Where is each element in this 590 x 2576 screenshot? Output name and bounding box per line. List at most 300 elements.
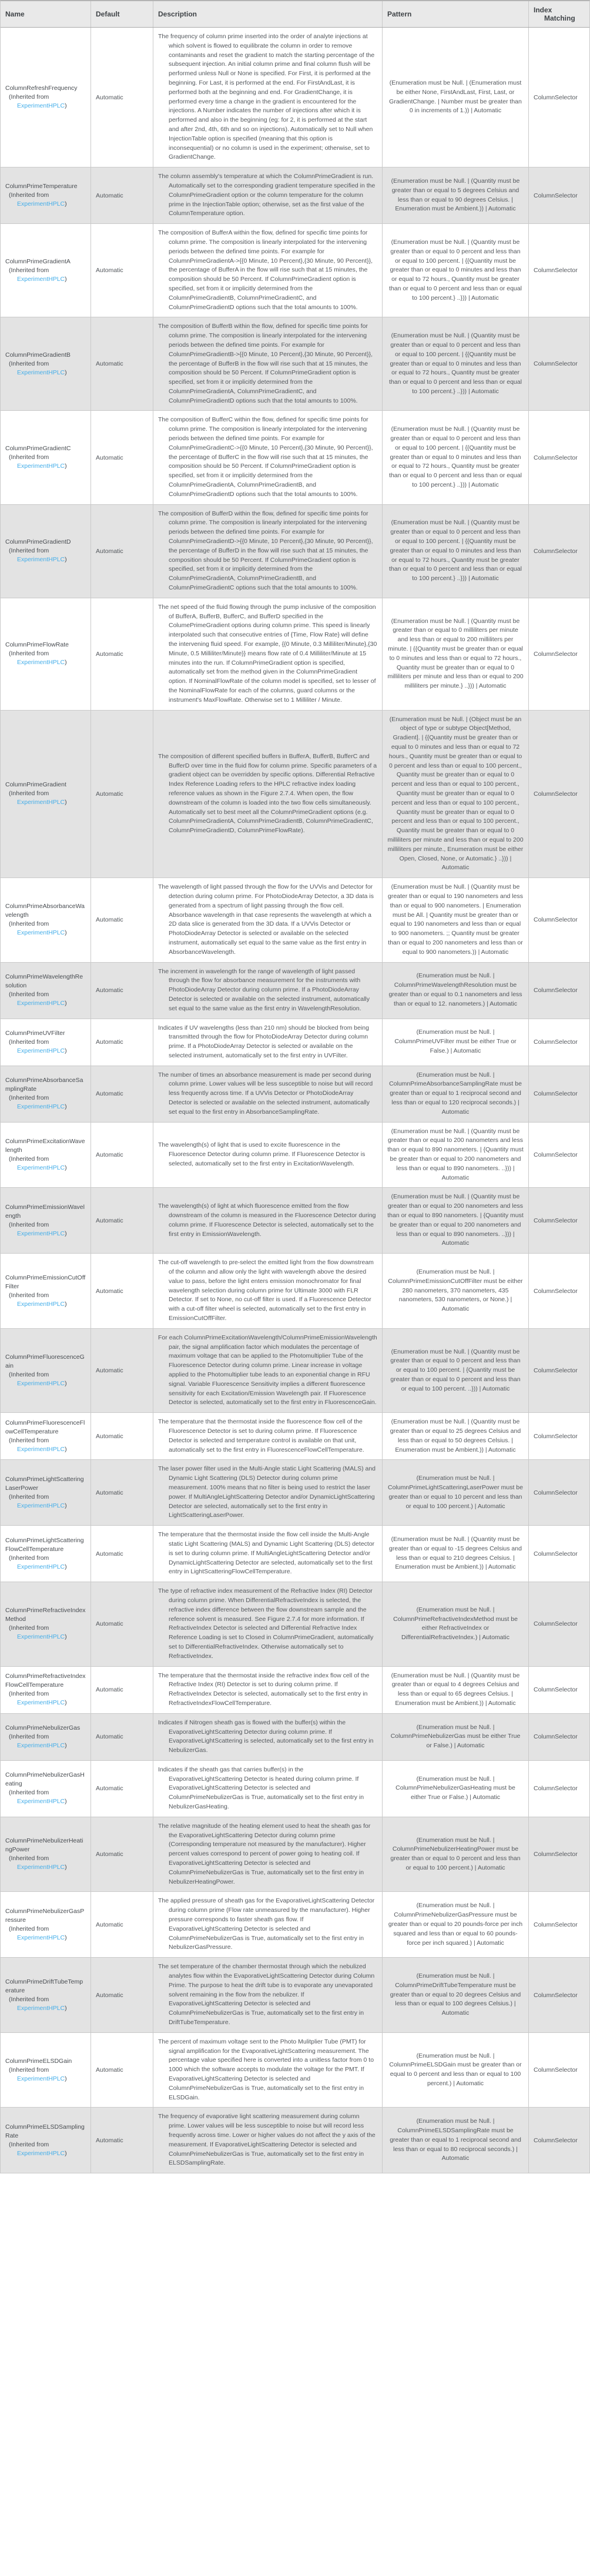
index-matching-cell bbox=[529, 28, 589, 167]
name-cell bbox=[1, 711, 91, 878]
default-cell bbox=[91, 1667, 153, 1713]
table-row bbox=[1, 168, 589, 224]
pattern-text: (Enumeration must be Null. | ColumnPrimeNebulizerHeatingPower must be greater than or equal to 0 percent and less than or equal to 100 percent.) | Automatic bbox=[390, 1836, 521, 1871]
name-cell bbox=[1, 224, 91, 317]
inherited-from: (Inherited from ExperimentHPLC) bbox=[9, 1925, 67, 1941]
inherited-from: (Inherited from ExperimentHPLC) bbox=[9, 1554, 67, 1570]
default-cell bbox=[91, 1526, 153, 1582]
pattern-cell bbox=[383, 1460, 529, 1525]
index-matching-value: ColumnSelector bbox=[534, 1287, 578, 1295]
description-text: The percent of maximum voltage sent to the Photo Mulitplier Tube (PMT) for signal amplification for the EvaporativeLightScattering measurement. The percentage value specified here is converted into a unitless factor from 0 to 1000 which the software accepts to modulate the voltage for the PMT. If EvaporativeLightScattering Detector is selected and ColumnPrimeNebulizerGas is True, automatically set to the first entry in ELSDGain. bbox=[158, 2038, 374, 2101]
description-text: The laser power filter used in the Multi-Angle static Light Scattering (MALS) and Dynamic Light Scattering (DLS) Detector during column prime measurement. 100% means that no filter is being used to restrict the laser power. If MultiAngleLightScattering Detector and/or DynamicLightScattering Detector are selected, automatically set to the first entry in LightScatteringLaserPower. bbox=[158, 1465, 376, 1519]
inherited-link[interactable]: ExperimentHPLC bbox=[17, 1864, 65, 1871]
index-matching-value: ColumnSelector bbox=[534, 2066, 578, 2074]
name-cell bbox=[1, 1019, 91, 1066]
pattern-text: (Enumeration must be Null. | ColumnPrimeLightScatteringLaserPower must be greater than or equal to 10 percent and less than or equal to 100 percent.) | Automatic bbox=[388, 1475, 523, 1510]
header-description: Description bbox=[153, 1, 383, 27]
table-row bbox=[1, 1714, 589, 1761]
name-cell bbox=[1, 1582, 91, 1666]
default-value: Automatic bbox=[96, 192, 123, 199]
table-row bbox=[1, 28, 589, 168]
option-name: ColumnPrimeExcitationWavelength bbox=[5, 1138, 85, 1154]
index-matching-value: ColumnSelector bbox=[534, 987, 578, 994]
index-matching-value: ColumnSelector bbox=[534, 1151, 578, 1159]
index-matching-value: ColumnSelector bbox=[534, 1217, 578, 1224]
table-row bbox=[1, 1892, 589, 1958]
name-cell bbox=[1, 1254, 91, 1328]
pattern-text: (Enumeration must be Null. | (Quantity must be greater than or equal to 5 degrees Celsius and less than or equal to 90 degrees Celsius. | Enumeration must be Ambient.)) | Automatic bbox=[391, 177, 520, 213]
index-matching-value: ColumnSelector bbox=[534, 1039, 578, 1046]
pattern-text: (Enumeration must be Null. | (Quantity must be greater than or equal to 0 percent and less than or equal to 100 percent. | {{Quantity must be greater than or equal to 0 minutes and less than or equal to 72 hours., Quantity must be greater than or equal to 0 percent and less than or equal to 100 percent.} ..})) | Automatic bbox=[389, 519, 522, 582]
name-cell bbox=[1, 878, 91, 962]
description-cell bbox=[153, 317, 383, 410]
description-text: The type of refractive index measurement of the Refractive Index (RI) Detector during column prime. When DifferentialRefractiveIndex is selected, the refractive index difference between the flow downstream sample and the reference solvent is measured. See Figure 2.7.4 for more information. If RefractiveIndex Detector is selected and Differential Refractive Index Reference Loading is set to Closed in ColumnPrimeGradient, automatically set to DifferentialRefractiveIndex. Otherwise automatically set to RefractiveIndex. bbox=[158, 1587, 374, 1660]
inherited-from: (Inherited from ExperimentHPLC) bbox=[9, 360, 67, 376]
default-cell bbox=[91, 1582, 153, 1666]
table-row bbox=[1, 1254, 589, 1329]
description-text: The composition of BufferC within the flow, defined for specific time points for column prime. The composition is linearly interpolated for the intervening periods between the defined time points. For example for ColumnPrimeGradientC->{{0 Minute, 10 Percent},{30 Minute, 90 Percent}}, the percentage of BufferC in the flow will rise such that at 15 minutes, the composition should be 50 Percent. If ColumnPrimeGradient option is specified, set from it or implicitly determined from the ColumnPrimeGradientA, ColumnPrimeGradientB, and ColumnPrimeGradientD options such that the total amounts to 100%. bbox=[158, 416, 373, 498]
name-cell bbox=[1, 1123, 91, 1188]
default-value: Automatic bbox=[96, 1287, 123, 1295]
default-cell bbox=[91, 711, 153, 878]
index-matching-cell bbox=[529, 1526, 589, 1582]
inherited-link[interactable]: ExperimentHPLC bbox=[17, 200, 65, 208]
pattern-cell bbox=[383, 1958, 529, 2032]
description-text: The net speed of the fluid flowing through the pump inclusive of the composition of BufferA, BufferB, BufferC, and BufferD specified in the ColumePrimeGradient options during column prime. This speed is linearly interpolated such that consecutive entries of {Time, Flow Rate} will define the intervening fluid speed. For example, {{0 Minute, 0.3 Milliliter/Minute},{30 Minute, 0.5 Milliliter/Minute}} means flow rate of 0.4 Milliliter/Minute at 15 minutes into the run. If ColumnPrimeGradient option is specified, automatically set from the method given in the ColumnPrimeGradient option. If NominalFlowRate of the column model is specified, set to lesser of the NominalFlowRate for each of the columns, guard columns or the instrument's MaxFlowRate. Otherwise set to 1 Milliliter / Minute. bbox=[158, 603, 377, 704]
inherited-link[interactable]: ExperimentHPLC bbox=[17, 2075, 65, 2082]
description-text: The composition of different specified buffers in BufferA, BufferB, BufferC and BufferD over time in the fluid flow for column prime. Specific parameters of a gradient object can be overridden by specific options. Differential Refractive Index Reference Loading refers to the HPLC refractive index loading reference values as shown in the Figure 2.7.4. When open, the flow downstream of the column is loaded into the two flow cells simultaneously. Automatically set to best meet all the ColumnPrimeGradient options (e.g. ColumnPrimeGradientA, ColumnPrimeGradientB, ColumnPrimeGradientC, ColumnPrimeGradientD, ColumnPrimeFlowRate). bbox=[158, 752, 377, 835]
option-name: ColumnPrimeLightScatteringFlowCellTemperature bbox=[5, 1536, 84, 1553]
pattern-cell bbox=[383, 1817, 529, 1892]
pattern-text: (Enumeration must be Null. | ColumnPrimeRefractiveIndexMethod must be either RefractiveIndex or DifferentialRefractiveIndex.) | Automatic bbox=[393, 1606, 518, 1642]
default-value: Automatic bbox=[96, 1217, 123, 1224]
pattern-text: (Enumeration must be Null. | (Quantity must be greater than or equal to 0 percent and less than or equal to 100 percent. | {{Quantity must be greater than or equal to 0 minutes and less than or equal to 72 hours., Quantity must be greater than or equal to 0 percent and less than or equal to 100 percent.} ..})) | Automatic bbox=[389, 426, 522, 489]
description-text: The number of times an absorbance measurement is made per second during column prime. Lower values will be less susceptible to noise but will record less frequently across time. If a UVVis Detector or PhotoDiodeArray Detector is selected or available on the selected instrument, automatically set equal to the first entry in AbsorbanceSamplingRate. bbox=[158, 1071, 373, 1116]
name-cell bbox=[1, 505, 91, 598]
index-matching-cell bbox=[529, 1958, 589, 2032]
index-matching-cell bbox=[529, 711, 589, 878]
default-cell bbox=[91, 1329, 153, 1412]
default-value: Automatic bbox=[96, 2066, 123, 2074]
pattern-cell bbox=[383, 963, 529, 1019]
pattern-text: (Enumeration must be Null. | ColumnPrimeWavelengthResolution must be greater than or equal to 0.1 nanometers and less than or equal to 12. nanometers.) | Automatic bbox=[388, 972, 522, 1007]
pattern-cell bbox=[383, 1123, 529, 1188]
option-name: ColumnPrimeFluorescenceFlowCellTemperature bbox=[5, 1419, 85, 1435]
inherited-link[interactable]: ExperimentHPLC bbox=[17, 463, 65, 470]
pattern-cell bbox=[383, 2108, 529, 2173]
inherited-link[interactable]: ExperimentHPLC bbox=[17, 799, 65, 806]
header-pattern: Pattern bbox=[383, 1, 529, 27]
name-cell bbox=[1, 1761, 91, 1817]
option-name: ColumnPrimeAbsorbanceSamplingRate bbox=[5, 1077, 83, 1093]
description-text: The composition of BufferB within the flow, defined for specific time points for column prime. The composition is linearly interpolated for the intervening periods between the defined time points. For example for ColumnPrimeGradientB->{{0 Minute, 10 Percent},{30 Minute, 90 Percent}}, the percentage of BufferB in the flow will rise such that at 15 minutes, the composition should be 50 Percent. If ColumnPrimeGradient option is specified, set from it or implicitly determined from the ColumnPrimeGradientA, ColumnPrimeGradientC, and ColumnPrimeGradientD options such that the total amounts to 100%. bbox=[158, 323, 373, 404]
table-row bbox=[1, 711, 589, 879]
index-matching-value: ColumnSelector bbox=[534, 192, 578, 199]
inherited-link[interactable]: ExperimentHPLC bbox=[17, 1380, 65, 1387]
index-matching-cell bbox=[529, 1413, 589, 1459]
pattern-cell bbox=[383, 28, 529, 167]
default-cell bbox=[91, 963, 153, 1019]
index-matching-cell bbox=[529, 1667, 589, 1713]
pattern-cell bbox=[383, 1019, 529, 1066]
default-cell bbox=[91, 1892, 153, 1957]
name-cell bbox=[1, 317, 91, 410]
inherited-link[interactable]: ExperimentHPLC bbox=[17, 1000, 65, 1007]
index-matching-cell bbox=[529, 1188, 589, 1253]
description-text: The temperature that the thermostat inside the fluorescence flow cell of the Fluorescence Detector is set to during column prime. If Fluorescence Detector is selected and temperature control is available on that unit, automatically set to the first entry in FluorescenceFlowCellTemperature. bbox=[158, 1418, 364, 1453]
default-cell bbox=[91, 317, 153, 410]
default-value: Automatic bbox=[96, 454, 123, 461]
table-row bbox=[1, 1958, 589, 2033]
name-cell bbox=[1, 1714, 91, 1760]
table-row bbox=[1, 1460, 589, 1526]
default-value: Automatic bbox=[96, 916, 123, 924]
description-text: The frequency of evaporative light scattering measurement during column prime. Lower values will be less susceptible to noise but will record less frequently across time. Lower or higher values do not affect the y axis of the measurement. If EvaporativeLightScattering Detector is selected and ColumnPrimeNebulizerGas is True, automatically set to the first entry in ELSDSamplingRate. bbox=[158, 2113, 376, 2167]
index-matching-cell bbox=[529, 168, 589, 223]
index-matching-value: ColumnSelector bbox=[534, 790, 578, 798]
name-cell bbox=[1, 168, 91, 223]
description-cell bbox=[153, 411, 383, 504]
default-cell bbox=[91, 1123, 153, 1188]
inherited-link[interactable]: ExperimentHPLC bbox=[17, 102, 65, 110]
index-matching-cell bbox=[529, 1892, 589, 1957]
default-value: Automatic bbox=[96, 1550, 123, 1557]
option-name: ColumnPrimeNebulizerGas bbox=[5, 1724, 81, 1731]
option-name: ColumnPrimeGradientA bbox=[5, 257, 71, 265]
index-matching-cell bbox=[529, 1817, 589, 1892]
pattern-text: (Enumeration must be Null. | ColumnPrimeDriftTubeTemperature must be greater than or equal to 20 degrees Celsius and less than or equal to 100 degrees Celsius.) | Automatic bbox=[390, 1972, 521, 2017]
table-row bbox=[1, 1329, 589, 1413]
default-value: Automatic bbox=[96, 360, 123, 368]
default-cell bbox=[91, 224, 153, 317]
pattern-cell bbox=[383, 1188, 529, 1253]
pattern-text: (Enumeration must be Null. | (Quantity must be greater than or equal to 200 nanometers and less than or equal to 890 nanometers. | {Quantity must be greater than or equal to 200 nanometers and less than or equal to 890 nanometers. ..})) | Automatic bbox=[387, 1127, 524, 1181]
table-row bbox=[1, 598, 589, 711]
pattern-cell bbox=[383, 1714, 529, 1760]
inherited-from: (Inherited from ExperimentHPLC) bbox=[9, 1291, 67, 1308]
description-text: The relative magnitude of the heating element used to heat the sheath gas for the EvaporativeLightScattering Detector during column prime (Corresponding temperature not measured by the manufacturer). Higher percent values correspond to percent of power going to heating coil. If EvaporativeLightScattering Detector is selected and ColumnPrimeNebulizerGas is True, automatically set to the first entry in NebulizerHeatingPower. bbox=[158, 1822, 371, 1885]
table-row bbox=[1, 505, 589, 598]
default-cell bbox=[91, 2108, 153, 2173]
default-cell bbox=[91, 411, 153, 504]
index-matching-cell bbox=[529, 317, 589, 410]
inherited-link[interactable]: ExperimentHPLC bbox=[17, 659, 65, 666]
pattern-cell bbox=[383, 1667, 529, 1713]
name-cell bbox=[1, 1892, 91, 1957]
description-cell bbox=[153, 1582, 383, 1666]
table-row bbox=[1, 878, 589, 962]
default-value: Automatic bbox=[96, 1367, 123, 1374]
inherited-link[interactable]: ExperimentHPLC bbox=[17, 1563, 65, 1570]
description-text: The frequency of column prime inserted into the order of analyte injections at which solvent is flowed to equilibrate the column in order to remove contaminants and reset the gradient to match the starting percentage of the subsequent injection. An initial column prime and final column flush will be performed unless Null or None is specified. For First, it is performed at the beginning. For Last, it is performed at the end. For FirstAndLast, it is performed both at the beginning and end. For GradientChange, it is performed every time a change in the gradient is encountered for the injections. A Number indicates the number of injections after which it is performed and also in the beginning (eg: for 2, it is performed at the start and after 2nd, 4th, 6th and so on injections). Automatically set to Null when InjectionTable option is specified (meaning that this option is inconsequential) or no column is used in the experiment; otherwise, set to GradientChange. bbox=[158, 33, 375, 161]
description-text: The composition of BufferD within the flow, defined for specific time points for column prime. The composition is linearly interpolated for the intervening periods between the defined time points. For example for ColumnPrimeGradientD->{{0 Minute, 10 Percent},{30 Minute, 90 Percent}}, the percentage of BufferD in the flow will rise such that at 15 minutes, the composition should be 50 Percent. If ColumnPrimeGradient option is specified, set from it or implicitly determined from the ColumnPrimeGradientA, ColumnPrimeGradientB, and ColumnPrimeGradientC options such that the total amounts to 100%. bbox=[158, 510, 373, 592]
pattern-cell bbox=[383, 411, 529, 504]
inherited-from: (Inherited from ExperimentHPLC) bbox=[9, 1371, 67, 1387]
inherited-from: (Inherited from ExperimentHPLC) bbox=[9, 920, 67, 937]
index-matching-cell bbox=[529, 878, 589, 962]
description-text: The temperature that the thermostat inside the refractive index flow cell of the Refractive Index (RI) Detector is set to during column prime. If RefractiveIndex Detector is selected, automatically set to the first entry in RefractiveIndexFlowCellTemperature. bbox=[158, 1671, 370, 1707]
index-matching-cell bbox=[529, 1019, 589, 1066]
index-matching-value: ColumnSelector bbox=[534, 547, 578, 555]
default-value: Automatic bbox=[96, 1991, 123, 1999]
inherited-link[interactable]: ExperimentHPLC bbox=[17, 929, 65, 937]
name-cell bbox=[1, 1329, 91, 1412]
inherited-from: (Inherited from ExperimentHPLC) bbox=[9, 1493, 67, 1509]
index-matching-cell bbox=[529, 1123, 589, 1188]
pattern-cell bbox=[383, 505, 529, 598]
pattern-text: (Enumeration must be Null. | (Quantity must be greater than or equal to -15 degrees Celsius and less than or equal to 210 degrees Celsius. | Enumeration must be Ambient.)) | Automatic bbox=[389, 1536, 522, 1571]
option-name: ColumnPrimeLightScatteringLaserPower bbox=[5, 1475, 84, 1492]
description-text: The applied pressure of sheath gas for the EvaporativeLightScattering Detector during column prime (Flow rate unmeasured by the manufacturer). Higher pressure corresponds to faster sheath gas flow. If EvaporativeLightScattering Detector is selected and ColumnPrimeNebulizerGas is True, automatically set to the first entry in NebulizerGasPressure. bbox=[158, 1897, 375, 1951]
default-value: Automatic bbox=[96, 1686, 123, 1694]
inherited-link[interactable]: ExperimentHPLC bbox=[17, 2149, 65, 2157]
index-matching-cell bbox=[529, 1329, 589, 1412]
default-value: Automatic bbox=[96, 267, 123, 274]
pattern-text: (Enumeration must be Null. | (Quantity must be greater than or equal to 4 degrees Celsius and less than or equal to 65 degrees Celsius. | Enumeration must be Ambient.)) | Automatic bbox=[391, 1671, 520, 1707]
inherited-link[interactable]: ExperimentHPLC bbox=[17, 1230, 65, 1237]
index-matching-value: ColumnSelector bbox=[534, 1367, 578, 1374]
description-cell bbox=[153, 598, 383, 710]
table-row bbox=[1, 1761, 589, 1817]
pattern-text: (Enumeration must be Null. | ColumnPrimeNebulizerGasHeating must be either True or False.) | Automatic bbox=[395, 1775, 515, 1801]
index-matching-value: ColumnSelector bbox=[534, 1620, 578, 1628]
description-cell bbox=[153, 1817, 383, 1892]
index-matching-value: ColumnSelector bbox=[534, 1921, 578, 1928]
table-row bbox=[1, 1066, 589, 1123]
header-default: Default bbox=[91, 1, 153, 27]
name-cell bbox=[1, 1526, 91, 1582]
inherited-link[interactable]: ExperimentHPLC bbox=[17, 1445, 65, 1453]
inherited-from: (Inherited from ExperimentHPLC) bbox=[9, 1855, 67, 1871]
default-value: Automatic bbox=[96, 93, 123, 101]
pattern-text: (Enumeration must be Null. | (Quantity must be greater than or equal to 0 milliliters per minute and less than or equal to 200 milliliters per minute. | {{Quantity must be greater than or equal to 0 minutes and less than or equal to 72 hours., Quantity must be greater than or equal to 0 milliliters per minute and less than or equal to 200 milliliters per minute.} ..})) | Automatic bbox=[387, 617, 524, 690]
index-matching-value: ColumnSelector bbox=[534, 1090, 578, 1098]
index-matching-value: ColumnSelector bbox=[534, 1785, 578, 1793]
pattern-text: (Enumeration must be Null. | (Enumeration must be either None, FirstAndLast, First, Last, or GradientChange. | Number must be greater than 0 in increments of 1.)) | Automatic bbox=[389, 79, 522, 115]
default-value: Automatic bbox=[96, 1090, 123, 1098]
pattern-cell bbox=[383, 878, 529, 962]
pattern-text: (Enumeration must be Null. | (Quantity must be greater than or equal to 25 degrees Celsius and less than or equal to 50 degrees Celsius. | Enumeration must be Ambient.)) | Automatic bbox=[390, 1418, 521, 1453]
description-cell bbox=[153, 963, 383, 1019]
default-cell bbox=[91, 1761, 153, 1817]
table-row bbox=[1, 2108, 589, 2173]
description-text: The wavelength of light passed through the flow for the UVVis and Detector for detection during column prime. For PhotoDiodeArray Detector, a 3D data is generated from a spectrum of light passing through the flow cell. Absorbance wavelength in that case represents the wavelength at which a 2D data slice is generated from the 3D data. If a UVVis Detector or PhotoDiodeArray Detector is selected or available on the selected instrument, automatically set equal to the same value as the first entry in AbsorbanceWavelength. bbox=[158, 883, 374, 956]
default-cell bbox=[91, 505, 153, 598]
table-row bbox=[1, 1582, 589, 1666]
description-cell bbox=[153, 1892, 383, 1957]
default-value: Automatic bbox=[96, 650, 123, 658]
table-header-row bbox=[1, 1, 589, 28]
inherited-from: (Inherited from ExperimentHPLC) bbox=[9, 1789, 67, 1805]
inherited-link[interactable]: ExperimentHPLC bbox=[17, 1047, 65, 1054]
inherited-from: (Inherited from ExperimentHPLC) bbox=[9, 266, 67, 283]
name-cell bbox=[1, 963, 91, 1019]
default-value: Automatic bbox=[96, 1432, 123, 1440]
description-cell bbox=[153, 224, 383, 317]
pattern-text: (Enumeration must be Null. | (Quantity must be greater than or equal to 190 nanometers and less than or equal to 900 nanometers. | Enumeration must be All. | Quantity must be greater than or equal to 190 nanometers and less than or equal to 900 nanometers. ;; Quantity must be greater than or equal to 200 nanometers and less than or equal to 900 nanometers.)) | Automatic bbox=[388, 883, 523, 956]
inherited-link[interactable]: ExperimentHPLC bbox=[17, 1103, 65, 1111]
inherited-link[interactable]: ExperimentHPLC bbox=[17, 1300, 65, 1308]
inherited-from: (Inherited from ExperimentHPLC) bbox=[9, 650, 67, 666]
description-cell bbox=[153, 1460, 383, 1525]
option-name: ColumnPrimeFluorescenceGain bbox=[5, 1354, 85, 1369]
pattern-text: (Enumeration must be Null. | ColumnPrimeELSDSamplingRate must be greater than or equal to 1 reciprocal second and less than or equal to 80 reciprocal seconds.) | Automatic bbox=[390, 2118, 521, 2162]
inherited-link[interactable]: ExperimentHPLC bbox=[17, 556, 65, 564]
default-value: Automatic bbox=[96, 1151, 123, 1159]
default-cell bbox=[91, 1066, 153, 1122]
table-row bbox=[1, 1667, 589, 1714]
pattern-text: (Enumeration must be Null. | ColumnPrimeUVFilter must be either True or False.) | Automatic bbox=[394, 1029, 517, 1054]
description-text: The increment in wavelength for the range of wavelength of light passed through the flow for absorbance measurement for the instruments with PhotoDiodeArray Detector during column prime. If a PhotoDiodeArray Detector is selected or available on the selected instrument, automatically set equal to the same value as the first entry in WavelengthResolution. bbox=[158, 967, 370, 1012]
pattern-text: (Enumeration must be Null. | ColumnPrimeAbsorbanceSamplingRate must be greater than or equal to 1 reciprocal second and less than or equal to 120 reciprocal seconds.) | Automatic bbox=[389, 1071, 522, 1116]
default-cell bbox=[91, 1460, 153, 1525]
option-name: ColumnPrimeDriftTubeTemperature bbox=[5, 1978, 83, 1994]
description-text: The wavelength(s) of light at which fluorescence emitted from the flow downstream of the column is measured in the Fluorescence Detector during column prime. If Fluorescence Detector is selected, automatically set to the first entry in EmissionWavelength. bbox=[158, 1202, 376, 1238]
inherited-link[interactable]: ExperimentHPLC bbox=[17, 1699, 65, 1707]
description-text: The set temperature of the chamber thermostat through which the nebulized analytes flow within the EvaporativeLightScattering Detector during Column Prime. The purpose to heat the drift tube is to evaporate any unevaporated solvent remaining in the flow from the nebulizer. If EvaporativeLightScattering Detector is selected and ColumnPrimeNebulizerGas is True, automatically set to the first entry in DriftTubeTemperature. bbox=[158, 1963, 375, 2026]
inherited-from: (Inherited from ExperimentHPLC) bbox=[9, 1038, 67, 1054]
description-cell bbox=[153, 1254, 383, 1328]
inherited-link[interactable]: ExperimentHPLC bbox=[17, 1798, 65, 1805]
pattern-cell bbox=[383, 1413, 529, 1459]
description-cell bbox=[153, 878, 383, 962]
index-matching-value: ColumnSelector bbox=[534, 1432, 578, 1440]
option-name: ColumnPrimeEmissionCutOffFilter bbox=[5, 1274, 86, 1290]
option-name: ColumnPrimeNebulizerGasHeating bbox=[5, 1771, 85, 1788]
table-row bbox=[1, 224, 589, 317]
description-text: Indicates if Nitrogen sheath gas is flowed with the buffer(s) within the EvaporativeLightScattering Detector during column prime. If EvaporativeLightScattering is selected, automatically set to the first entry in NebulizerGas. bbox=[158, 1719, 374, 1754]
option-name: ColumnPrimeGradient bbox=[5, 781, 66, 789]
index-matching-cell bbox=[529, 1761, 589, 1817]
description-text: Indicates if UV wavelengths (less than 210 nm) should be blocked from being transmitted through the flow for PhotoDiodeArray Detector during column prime. If a PhotoDiodeArray Detector is selected or available on the selected instrument, automatically set to the first entry in UVFilter. bbox=[158, 1024, 369, 1059]
inherited-link[interactable]: ExperimentHPLC bbox=[17, 1633, 65, 1641]
index-matching-value: ColumnSelector bbox=[534, 267, 578, 274]
table-row bbox=[1, 2033, 589, 2108]
index-matching-value: ColumnSelector bbox=[534, 1851, 578, 1858]
name-cell bbox=[1, 1413, 91, 1459]
inherited-link[interactable]: ExperimentHPLC bbox=[17, 1502, 65, 1509]
description-cell bbox=[153, 1123, 383, 1188]
description-cell bbox=[153, 505, 383, 598]
pattern-text: (Enumeration must be Null. | (Quantity must be greater than or equal to 0 percent and less than or equal to 100 percent. | {Quantity must be greater than or equal to 0 percent and less than or equal to 100 percent. ..})) | Automatic bbox=[390, 1348, 521, 1392]
default-value: Automatic bbox=[96, 1489, 123, 1496]
description-text: The wavelength(s) of light that is used to excite fluorescence in the Fluorescence Detector during column prime. If Fluorescence Detector is selected, automatically set to the first entry in ExcitationWavelength. bbox=[158, 1141, 366, 1167]
index-matching-value: ColumnSelector bbox=[534, 916, 578, 924]
inherited-link[interactable]: ExperimentHPLC bbox=[17, 1164, 65, 1172]
inherited-from: (Inherited from ExperimentHPLC) bbox=[9, 1155, 67, 1172]
index-matching-cell bbox=[529, 2108, 589, 2173]
index-matching-value: ColumnSelector bbox=[534, 454, 578, 461]
description-cell bbox=[153, 1066, 383, 1122]
default-value: Automatic bbox=[96, 1921, 123, 1928]
pattern-text: (Enumeration must be Null. | (Quantity must be greater than or equal to 0 percent and less than or equal to 100 percent. | {{Quantity must be greater than or equal to 0 minutes and less than or equal to 72 hours., Quantity must be greater than or equal to 0 percent and less than or equal to 100 percent.} ..})) | Automatic bbox=[389, 332, 522, 395]
default-value: Automatic bbox=[96, 547, 123, 555]
table-row bbox=[1, 1123, 589, 1188]
option-name: ColumnPrimeFlowRate bbox=[5, 641, 69, 649]
pattern-cell bbox=[383, 1761, 529, 1817]
inherited-from: (Inherited from ExperimentHPLC) bbox=[9, 991, 67, 1007]
default-value: Automatic bbox=[96, 1785, 123, 1793]
default-cell bbox=[91, 168, 153, 223]
index-matching-cell bbox=[529, 1714, 589, 1760]
inherited-link[interactable]: ExperimentHPLC bbox=[17, 2004, 65, 2012]
inherited-from: (Inherited from ExperimentHPLC) bbox=[9, 790, 67, 806]
description-cell bbox=[153, 1761, 383, 1817]
table-row bbox=[1, 1526, 589, 1582]
description-cell bbox=[153, 1667, 383, 1713]
option-name: ColumnPrimeWavelengthResolution bbox=[5, 973, 83, 989]
inherited-link[interactable]: ExperimentHPLC bbox=[17, 1741, 65, 1749]
pattern-text: (Enumeration must be Null. | ColumnPrimeNebulizerGasPressure must be greater than or equal to 20 pounds-force per inch squared and less than or equal to 60 pounds-force per inch squared.) | Automatic bbox=[388, 1902, 523, 1947]
name-cell bbox=[1, 2033, 91, 2108]
index-matching-value: ColumnSelector bbox=[534, 1733, 578, 1741]
option-name: ColumnPrimeGradientD bbox=[5, 538, 71, 546]
option-name: ColumnPrimeGradientB bbox=[5, 351, 71, 359]
default-value: Automatic bbox=[96, 2136, 123, 2144]
option-name: ColumnPrimeGradientC bbox=[5, 445, 71, 453]
pattern-cell bbox=[383, 711, 529, 878]
description-cell bbox=[153, 1329, 383, 1412]
pattern-text: (Enumeration must be Null. | ColumnPrimeNebulizerGas must be either True or False.) | Automatic bbox=[390, 1723, 521, 1750]
index-matching-value: ColumnSelector bbox=[534, 1991, 578, 1999]
name-cell bbox=[1, 28, 91, 167]
index-matching-cell bbox=[529, 505, 589, 598]
table-row bbox=[1, 963, 589, 1019]
pattern-cell bbox=[383, 1254, 529, 1328]
option-name: ColumnPrimeRefractiveIndexMethod bbox=[5, 1607, 86, 1623]
table-row bbox=[1, 1019, 589, 1066]
description-cell bbox=[153, 1526, 383, 1582]
default-value: Automatic bbox=[96, 987, 123, 994]
table-row bbox=[1, 1188, 589, 1254]
header-name: Name bbox=[1, 1, 91, 27]
inherited-link[interactable]: ExperimentHPLC bbox=[17, 369, 65, 376]
option-name: ColumnPrimeTemperature bbox=[5, 183, 78, 190]
inherited-from: (Inherited from ExperimentHPLC) bbox=[9, 93, 67, 110]
default-cell bbox=[91, 1817, 153, 1892]
description-cell bbox=[153, 2108, 383, 2173]
pattern-cell bbox=[383, 1066, 529, 1122]
table-row bbox=[1, 1817, 589, 1892]
inherited-from: (Inherited from ExperimentHPLC) bbox=[9, 454, 67, 470]
inherited-link[interactable]: ExperimentHPLC bbox=[17, 275, 65, 283]
option-name: ColumnRefreshFrequency bbox=[5, 85, 78, 92]
description-text: For each ColumnPrimeExcitationWavelength/ColumnPrimeEmissionWavelength pair, the signal amplification factor which modulates the percentage of maximum voltage that can be applied to the Photomultiplier Tube of the Fluorescence Detector during column prime. Linear increase in voltage applied to the Photomultiplier tube leads to an exponential change in RFU signal. Variable Fluorescence Sensitivity implies a different fluorescence sensitivity for each Excitation/Emission Wavelength pair. If Fluorescence Detector is selected, automatically set to the first entry in FluorescenceGain. bbox=[158, 1334, 377, 1406]
option-name: ColumnPrimeAbsorbanceWavelength bbox=[5, 903, 85, 919]
pattern-cell bbox=[383, 224, 529, 317]
inherited-from: (Inherited from ExperimentHPLC) bbox=[9, 1690, 67, 1707]
pattern-cell bbox=[383, 598, 529, 710]
default-cell bbox=[91, 1019, 153, 1066]
inherited-link[interactable]: ExperimentHPLC bbox=[17, 1934, 65, 1941]
index-matching-value: ColumnSelector bbox=[534, 93, 578, 101]
default-cell bbox=[91, 598, 153, 710]
index-matching-value: ColumnSelector bbox=[534, 1686, 578, 1694]
table-row bbox=[1, 411, 589, 504]
option-name: ColumnPrimeELSDSamplingRate bbox=[5, 2123, 85, 2139]
index-matching-value: ColumnSelector bbox=[534, 1550, 578, 1557]
inherited-from: (Inherited from ExperimentHPLC) bbox=[9, 1094, 67, 1111]
description-cell bbox=[153, 168, 383, 223]
default-cell bbox=[91, 1714, 153, 1760]
inherited-from: (Inherited from ExperimentHPLC) bbox=[9, 547, 67, 564]
description-text: The temperature that the thermostat inside the flow cell inside the Multi-Angle static Light Scattering (MALS) and Dynamic Light Scattering (DLS) detector is set to during column prime. If MultiAngleLightScattering Detector and/or DynamicLightScattering Detector are selected, automatically set to the first entry in LightScatteringFlowCellTemperature. bbox=[158, 1531, 375, 1576]
inherited-from: (Inherited from ExperimentHPLC) bbox=[9, 1624, 67, 1641]
option-name: ColumnPrimeRefractiveIndexFlowCellTemperature bbox=[5, 1673, 86, 1689]
index-matching-value: ColumnSelector bbox=[534, 650, 578, 658]
name-cell bbox=[1, 1066, 91, 1122]
pattern-text: (Enumeration must be Null. | (Quantity must be greater than or equal to 0 percent and less than or equal to 100 percent. | {{Quantity must be greater than or equal to 0 minutes and less than or equal to 72 hours., Quantity must be greater than or equal to 0 percent and less than or equal to 100 percent.} ..})) | Automatic bbox=[389, 238, 522, 302]
